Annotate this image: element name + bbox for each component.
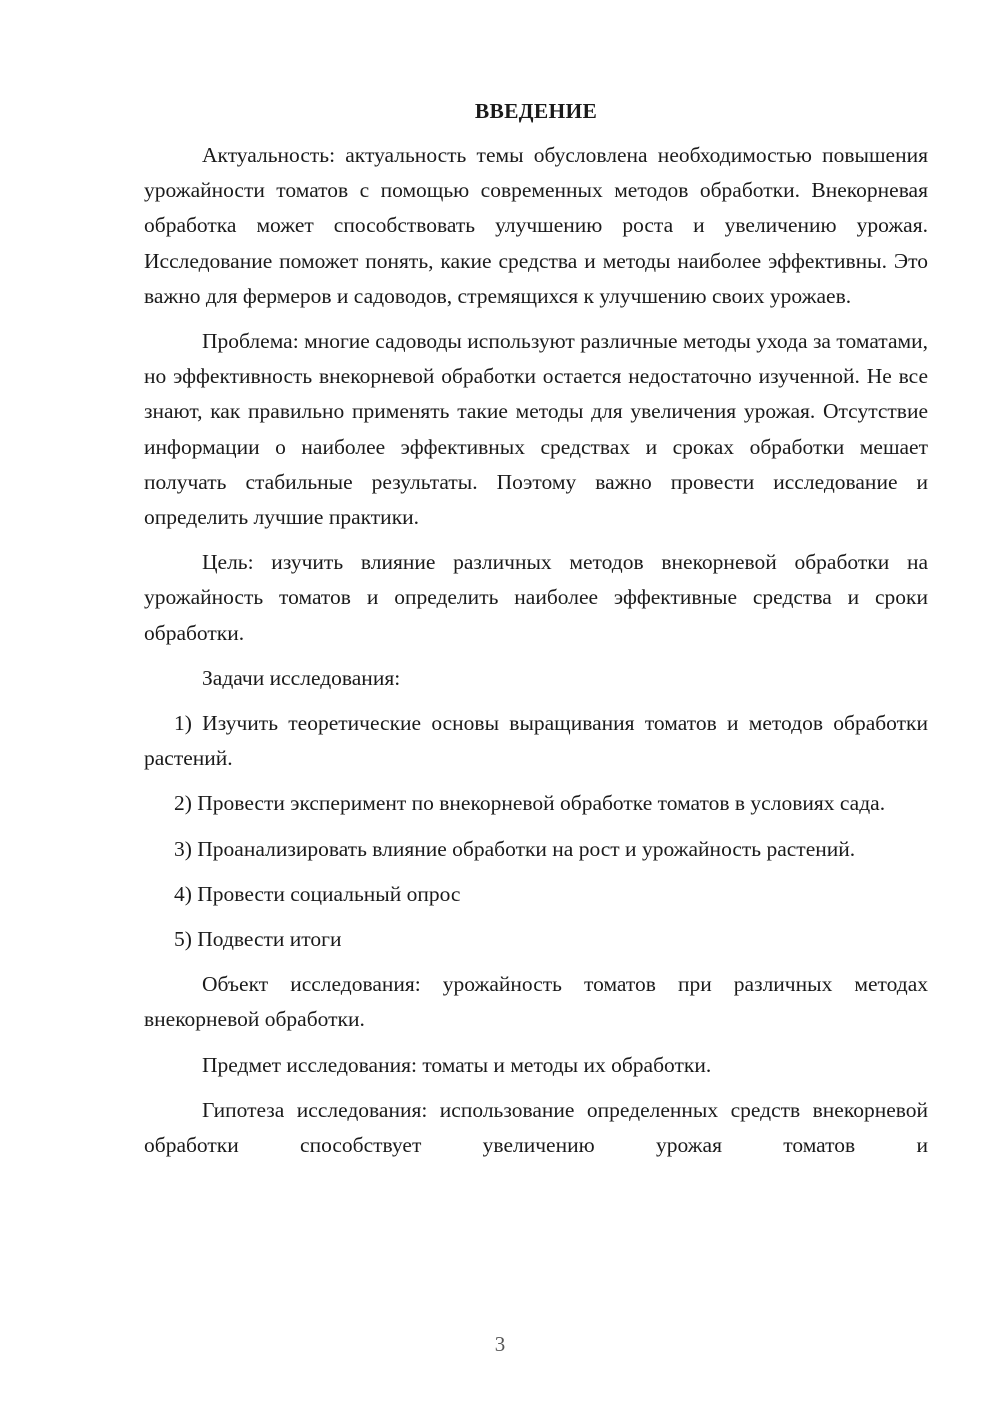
task-item: 5) Подвести итоги: [174, 927, 342, 952]
task-item: 2) Провести эксперимент по внекорневой обработке томатов в условиях сада.: [174, 791, 886, 816]
goal-paragraph: Цель: изучить влияние различных методов внекорневой обработки на урожайность томатов и определить наиболее эффективные средства и сроки обработки.: [144, 550, 928, 645]
subject-paragraph: Предмет исследования: томаты и методы их обработки.: [202, 1052, 712, 1077]
section-heading: ВВЕДЕНИЕ: [474, 99, 598, 123]
hypothesis-paragraph: Гипотеза исследования: использование определенных средств внекорневой обработки способствует увеличению урожая томатов и: [144, 1097, 928, 1158]
task-item: 1) Изучить теоретические основы выращивания томатов и методов обработки растений.: [144, 711, 928, 771]
relevance-paragraph: Актуальность: актуальность темы обусловлена необходимостью повышения урожайности томатов с помощью современных методов обработки. Внекорневая обработка может способствовать улучшению роста и увеличению урожая. Исследование поможет понять, какие средства и методы наиболее эффективны. Это важно для фермеров и садоводов, стремящихся к улучшению своих урожаев.: [144, 143, 928, 308]
tasks-heading: Задачи исследования:: [202, 665, 401, 690]
document-page: [144, 92, 928, 1163]
object-paragraph: Объект исследования: урожайность томатов при различных методах внекорневой обработки.: [144, 972, 928, 1032]
task-item: 3) Проанализировать влияние обработки на рост и урожайность растений.: [174, 836, 856, 861]
page-number: 3: [494, 1332, 506, 1356]
task-item: 4) Провести социальный опрос: [174, 881, 461, 906]
problem-paragraph: Проблема: многие садоводы используют различные методы ухода за томатами, но эффективность внекорневой обработки остается недостаточно изученной. Не все знают, как правильно применять такие методы для увеличения урожая. Отсутствие информации о наиболее эффективных средствах и сроках обработки мешает получать стабильные результаты. Поэтому важно провести исследование и определить лучшие практики.: [144, 329, 928, 530]
